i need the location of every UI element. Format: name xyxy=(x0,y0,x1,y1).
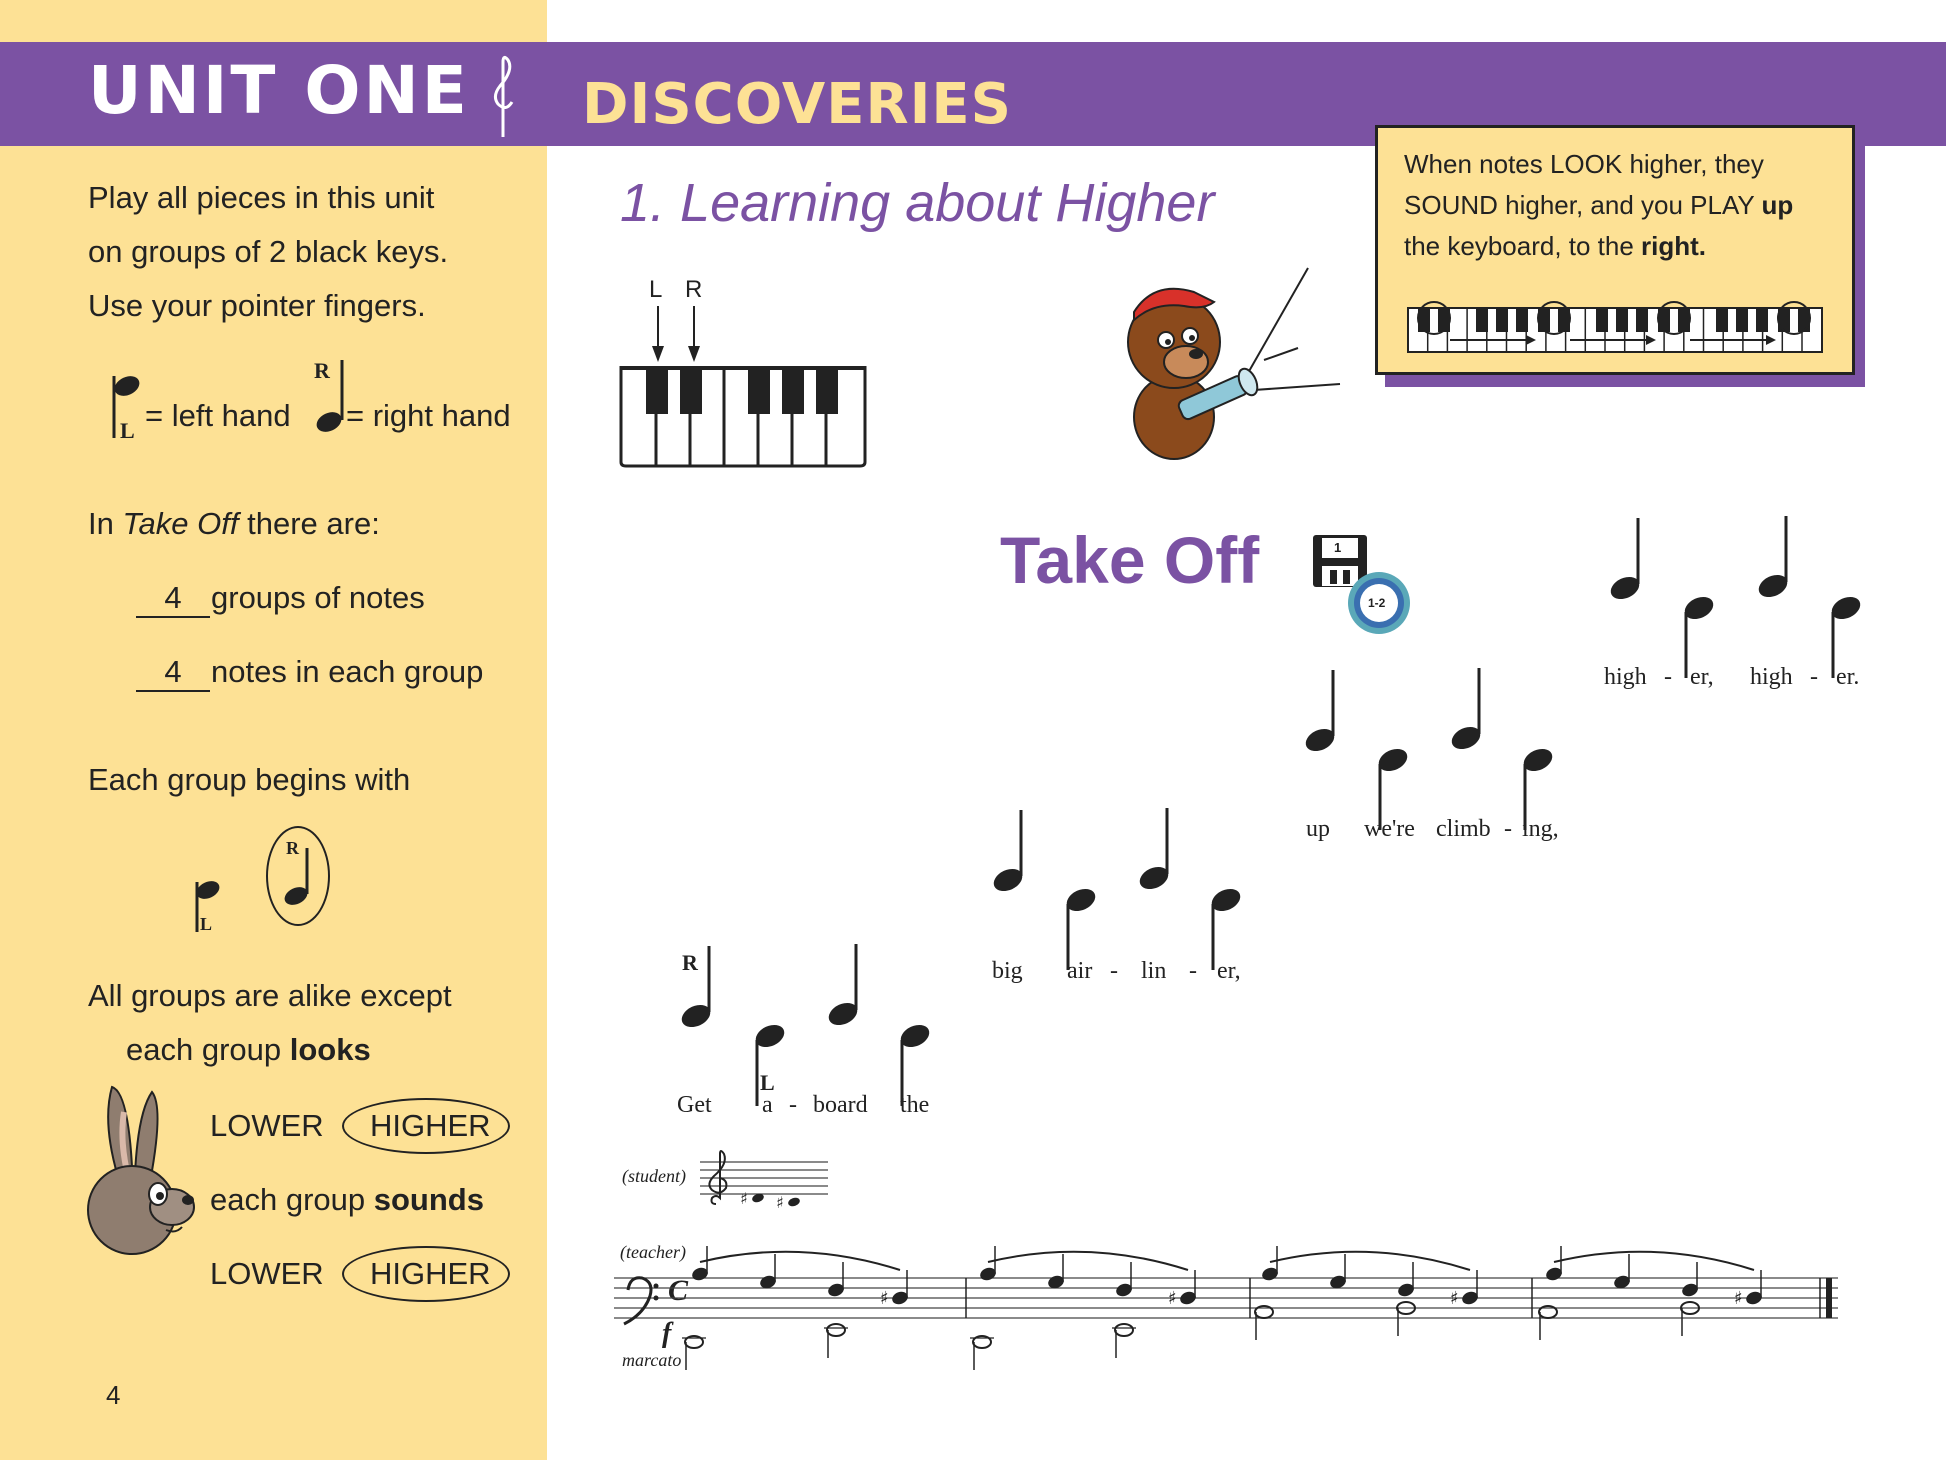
final-bar-thick xyxy=(1826,1278,1832,1318)
take-off-suffix: there are: xyxy=(238,506,380,541)
info-line-3b: right. xyxy=(1641,231,1707,261)
lyric-hyphen: - xyxy=(789,1092,797,1118)
song-title: Take Off xyxy=(1000,523,1260,597)
lyric-word: board xyxy=(813,1092,868,1118)
lyric-hyphen: - xyxy=(1664,664,1672,690)
quarter-note xyxy=(1448,668,1484,753)
quarter-note xyxy=(990,810,1026,895)
right-hand-label: = right hand xyxy=(346,398,511,433)
lyric-word: the xyxy=(900,1092,930,1118)
half-note xyxy=(827,1324,845,1336)
finger-l-label: L xyxy=(120,418,135,443)
unit-title: UNIT ONE xyxy=(88,52,470,129)
choice-l-label: L xyxy=(200,914,213,934)
sharp-icon: ♯ xyxy=(1168,1288,1177,1309)
quarter-note xyxy=(825,944,861,1029)
lyric-hyphen: - xyxy=(1810,664,1818,690)
notes-count-answer[interactable]: 4 xyxy=(136,654,210,692)
teacher-staff xyxy=(610,1230,1840,1370)
info-line-3a: the keyboard, to the xyxy=(1404,231,1642,261)
sharp-icon: ♯ xyxy=(1734,1288,1743,1309)
cd-track-number: 1-2 xyxy=(1368,596,1386,610)
sharp-icon: ♯ xyxy=(880,1288,889,1309)
looks-prefix: each group xyxy=(126,1032,290,1067)
info-line-2b: up xyxy=(1761,190,1794,220)
sharp-icon: ♯ xyxy=(1450,1288,1459,1309)
slur xyxy=(988,1252,1188,1270)
begins-with-text: Each group begins with xyxy=(88,762,411,797)
lyric-word: a xyxy=(762,1092,773,1118)
lyric-word: er. xyxy=(1836,664,1860,690)
sounds-prefix: each group xyxy=(210,1182,374,1217)
intro-line-2: on groups of 2 black keys. xyxy=(88,234,449,269)
dynamic-marking: f xyxy=(662,1318,672,1349)
intro-line-1: Play all pieces in this unit xyxy=(88,180,435,215)
quarter-note xyxy=(1755,516,1791,601)
notes-label: notes in each group xyxy=(211,654,484,689)
lower-label-2: LOWER xyxy=(210,1256,324,1291)
higher-label-1: HIGHER xyxy=(370,1108,491,1143)
melody-r-finger: R xyxy=(682,950,698,975)
lyric-word: high xyxy=(1750,664,1793,690)
keyboard-l-label: L xyxy=(649,276,663,303)
take-off-prefix: In xyxy=(88,506,123,541)
slur xyxy=(1554,1252,1754,1270)
quarter-note xyxy=(1136,808,1172,893)
higher-label-2: HIGHER xyxy=(370,1256,491,1291)
choice-r-label: R xyxy=(286,838,299,858)
disk-track-number: 1 xyxy=(1334,540,1342,555)
melody-l-finger: L xyxy=(760,1070,775,1095)
lyric-word: high xyxy=(1604,664,1647,690)
page-number: 4 xyxy=(106,1380,121,1410)
student-staff xyxy=(700,1150,830,1210)
bass-clef-dot xyxy=(654,1296,659,1301)
marcato-label: marcato xyxy=(622,1350,682,1370)
student-label: (student) xyxy=(622,1166,686,1186)
sounds-bold: sounds xyxy=(373,1182,484,1217)
svg-text:♯: ♯ xyxy=(740,1189,748,1208)
time-signature: C xyxy=(668,1274,689,1307)
looks-bold: looks xyxy=(289,1032,371,1067)
lower-label-1: LOWER xyxy=(210,1108,324,1143)
keyboard-r-label: R xyxy=(685,276,703,303)
bass-clef-icon xyxy=(624,1278,651,1324)
teacher-label: (teacher) xyxy=(620,1242,686,1262)
lyric-word: up xyxy=(1306,816,1330,842)
lesson-title: 1. Learning about Higher xyxy=(620,173,1215,233)
lyric-word: lin xyxy=(1141,958,1167,984)
quarter-note xyxy=(1607,518,1643,603)
lyric-word: ing, xyxy=(1522,816,1559,842)
lyric-hyphen: - xyxy=(1504,816,1512,842)
slur xyxy=(1270,1252,1470,1270)
groups-count-answer[interactable]: 4 xyxy=(136,580,210,618)
lyric-word: climb xyxy=(1436,816,1491,842)
quarter-note xyxy=(1302,670,1338,755)
finger-r-label: R xyxy=(314,358,330,383)
groups-label: groups of notes xyxy=(211,580,425,615)
slur xyxy=(700,1252,900,1270)
lyric-word: we're xyxy=(1364,816,1415,842)
svg-text:♯: ♯ xyxy=(776,1193,784,1212)
section-title: DISCOVERIES xyxy=(582,72,1012,137)
take-off-title-ref: Take Off xyxy=(122,506,239,541)
half-note xyxy=(1115,1324,1133,1336)
lyric-word: Get xyxy=(677,1092,712,1118)
lyric-word: er, xyxy=(1217,958,1241,984)
bass-clef-dot xyxy=(654,1284,659,1289)
left-hand-label: = left hand xyxy=(145,398,291,433)
alike-text: All groups are alike except xyxy=(88,978,452,1013)
lyric-word: big xyxy=(992,958,1023,984)
lyric-hyphen: - xyxy=(1110,958,1118,984)
intro-line-3: Use your pointer fingers. xyxy=(88,288,426,323)
lyric-word: er, xyxy=(1690,664,1714,690)
lyric-hyphen: - xyxy=(1189,958,1197,984)
info-line-1: When notes LOOK higher, they xyxy=(1404,149,1764,179)
lyric-word: air xyxy=(1067,958,1093,984)
info-line-2a: SOUND higher, and you PLAY xyxy=(1404,190,1762,220)
